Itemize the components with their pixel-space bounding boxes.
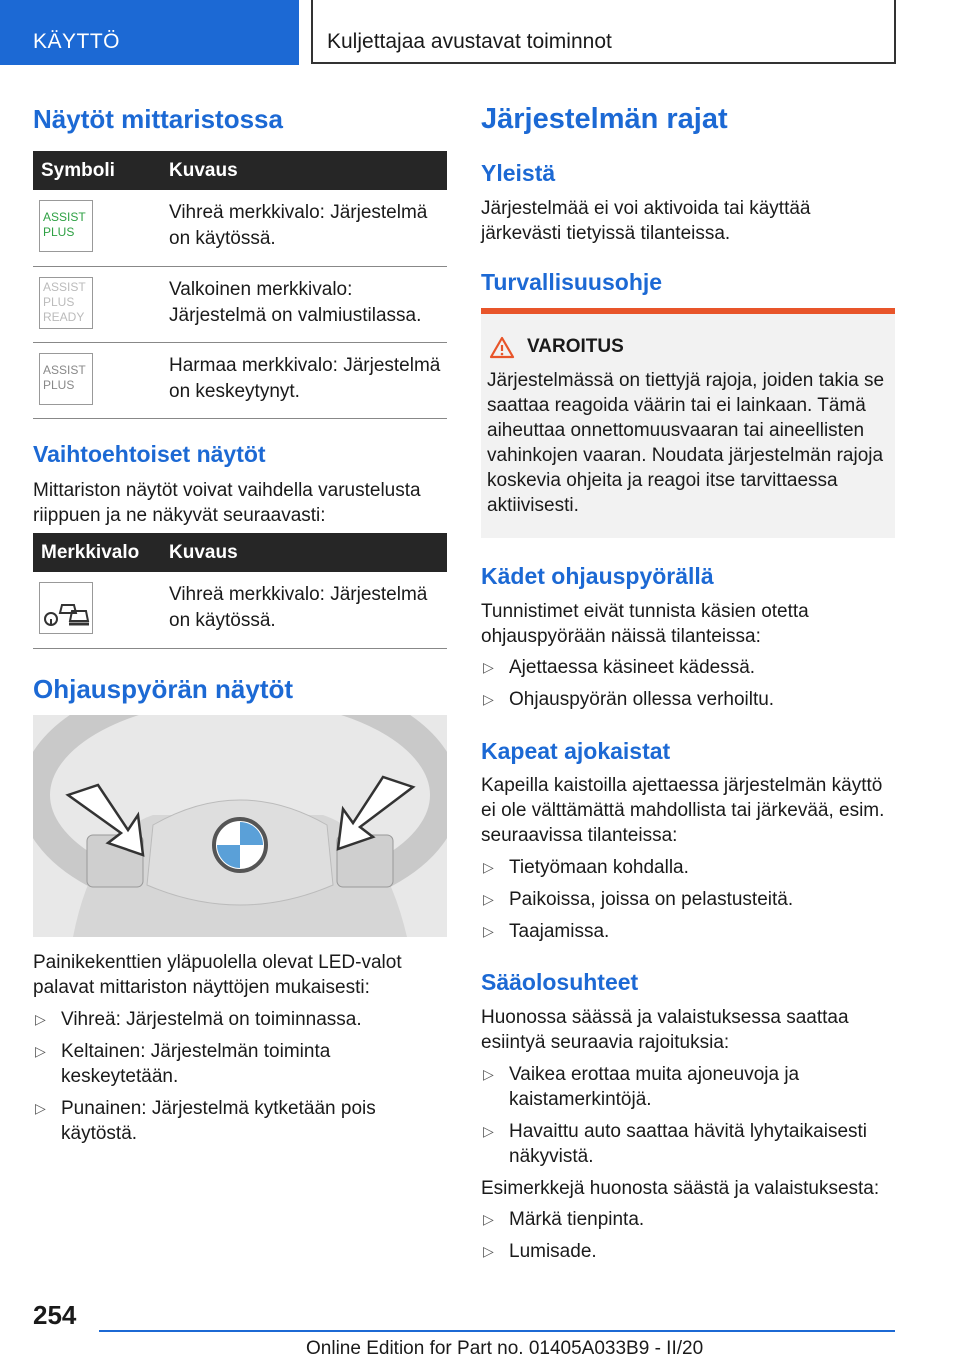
triangle-bullet-icon: ▷ <box>35 1043 46 1059</box>
triangle-bullet-icon: ▷ <box>483 1243 494 1259</box>
warning-box <box>481 308 895 538</box>
assist-plus-green-icon: ASSIST PLUS <box>39 200 93 252</box>
col-description: Kuvaus <box>161 533 447 572</box>
triangle-bullet-icon: ▷ <box>483 659 494 675</box>
heading-general: Yleistä <box>481 160 556 186</box>
warning-body: Järjestelmässä on tiettyjä rajoja, joiden takia se saattaa reagoida väärin tai ei lainkaan. Tämä aiheuttaa onnettomuusvaaran tai aineellisten vahinkojen vaaran. Noudata järjestelmän rajoja koskevia ohjeita ja reagoi itse tarvittaessa aktiivisesti. <box>487 370 885 516</box>
triangle-bullet-icon: ▷ <box>35 1100 46 1116</box>
row-description: Valkoinen merkkivalo: Järjestelmä on valmiustilassa. <box>161 266 447 342</box>
examples-paragraph: Esimerkkejä huonosta säästä ja valaistuksesta: <box>481 1178 880 1199</box>
col-description: Kuvaus <box>161 151 447 190</box>
list-item: ▷ Keltainen: Järjestelmän toiminta keskeytetään. <box>35 1041 331 1087</box>
heading-alternative: Vaihtoehtoiset näytöt <box>33 441 266 467</box>
triangle-bullet-icon: ▷ <box>483 891 494 907</box>
alt-paragraph: Mittariston näytöt voivat vaihdella varustelusta riippuen ja ne näkyvät seuraavasti: <box>33 480 421 526</box>
table-row <box>33 190 447 266</box>
indicator-table <box>33 533 447 649</box>
list-item: ▷ Taajamissa. <box>483 921 610 942</box>
chapter-title: Kuljettajaa avustavat toiminnot <box>311 0 896 64</box>
symbol-table <box>33 151 447 419</box>
table-row <box>33 572 447 648</box>
steering-traffic-icon <box>39 582 93 634</box>
heading-lanes: Kapeat ajokaistat <box>481 738 671 764</box>
list-item: ▷ Lumisade. <box>483 1241 597 1262</box>
list-item: ▷ Ohjauspyörän ollessa verhoiltu. <box>483 689 775 710</box>
assist-plus-ready-icon: ASSIST PLUS READY <box>39 277 93 329</box>
col-symbol: Symboli <box>33 151 161 190</box>
list-item: ▷ Vaikea erottaa muita ajoneuvoja ja kaistamerkintöjä. <box>483 1064 800 1110</box>
triangle-bullet-icon: ▷ <box>483 1211 494 1227</box>
list-item: ▷ Punainen: Järjestelmä kytketään pois käytöstä. <box>35 1098 376 1144</box>
list-item: ▷ Vihreä: Järjestelmä on toiminnassa. <box>35 1009 362 1030</box>
general-paragraph: Järjestelmää ei voi aktivoida tai käyttää järkevästi tietyissä tilanteissa. <box>481 198 811 244</box>
steering-wheel-illustration <box>33 715 447 937</box>
warning-title: VAROITUS <box>527 336 885 358</box>
row-description: Vihreä merkkivalo: Järjestelmä on käytössä. <box>161 190 447 266</box>
assist-plus-grey-icon: ASSIST PLUS <box>39 353 93 405</box>
triangle-bullet-icon: ▷ <box>483 1123 494 1139</box>
section-tab[interactable]: KÄYTTÖ <box>0 0 299 65</box>
page-number: 254 <box>33 1300 77 1330</box>
lanes-paragraph: Kapeilla kaistoilla ajettaessa järjestelmän käyttö ei ole välttämättä mahdollista tai järkevää, esim. seuraavissa tilanteissa: <box>481 775 885 846</box>
list-item: ▷ Märkä tienpinta. <box>483 1209 645 1230</box>
row-description: Harmaa merkkivalo: Järjestelmä on keskeytynyt. <box>161 342 447 418</box>
hands-paragraph: Tunnistimet eivät tunnista käsien otetta ohjauspyörään näissä tilanteissa: <box>481 601 809 647</box>
weather-paragraph: Huonossa säässä ja valaistuksessa saattaa esiintyä seuraavia rajoituksia: <box>481 1007 849 1053</box>
footer-divider <box>99 1330 895 1332</box>
table-row <box>33 266 447 342</box>
list-item: ▷ Tietyömaan kohdalla. <box>483 857 689 878</box>
table-row <box>33 342 447 418</box>
warning-triangle-icon <box>489 336 515 359</box>
triangle-bullet-icon: ▷ <box>483 923 494 939</box>
lanes-list <box>481 855 895 944</box>
list-item: ▷ Ajettaessa käsineet kädessä. <box>483 657 756 678</box>
heading-weather: Sääolosuhteet <box>481 969 639 995</box>
heading-limits: Järjestelmän rajat <box>481 103 728 135</box>
heading-hands: Kädet ohjauspyörällä <box>481 563 714 589</box>
list-item: ▷ Paikoissa, joissa on pelastusteitä. <box>483 889 794 910</box>
triangle-bullet-icon: ▷ <box>483 1066 494 1082</box>
triangle-bullet-icon: ▷ <box>483 859 494 875</box>
heading-safety: Turvallisuusohje <box>481 269 663 295</box>
col-indicator: Merkkivalo <box>33 533 161 572</box>
led-list <box>33 1007 447 1146</box>
heading-displays: Näytöt mittaristossa <box>33 104 283 134</box>
triangle-bullet-icon: ▷ <box>35 1011 46 1027</box>
row-description: Vihreä merkkivalo: Järjestelmä on käytössä. <box>161 572 447 648</box>
weather-list <box>481 1062 895 1169</box>
examples-list <box>481 1207 895 1264</box>
hands-list <box>481 655 895 712</box>
list-item: ▷ Havaittu auto saattaa hävitä lyhytaikaisesti näkyvistä. <box>483 1121 868 1167</box>
edition-text: Online Edition for Part no. 01405A033B9 - II/20 <box>306 1338 704 1359</box>
heading-wheel: Ohjauspyörän näytöt <box>33 674 294 704</box>
triangle-bullet-icon: ▷ <box>483 691 494 707</box>
led-paragraph: Painikekenttien yläpuolella olevat LED-valot palavat mittariston näyttöjen mukaisesti: <box>33 952 402 998</box>
